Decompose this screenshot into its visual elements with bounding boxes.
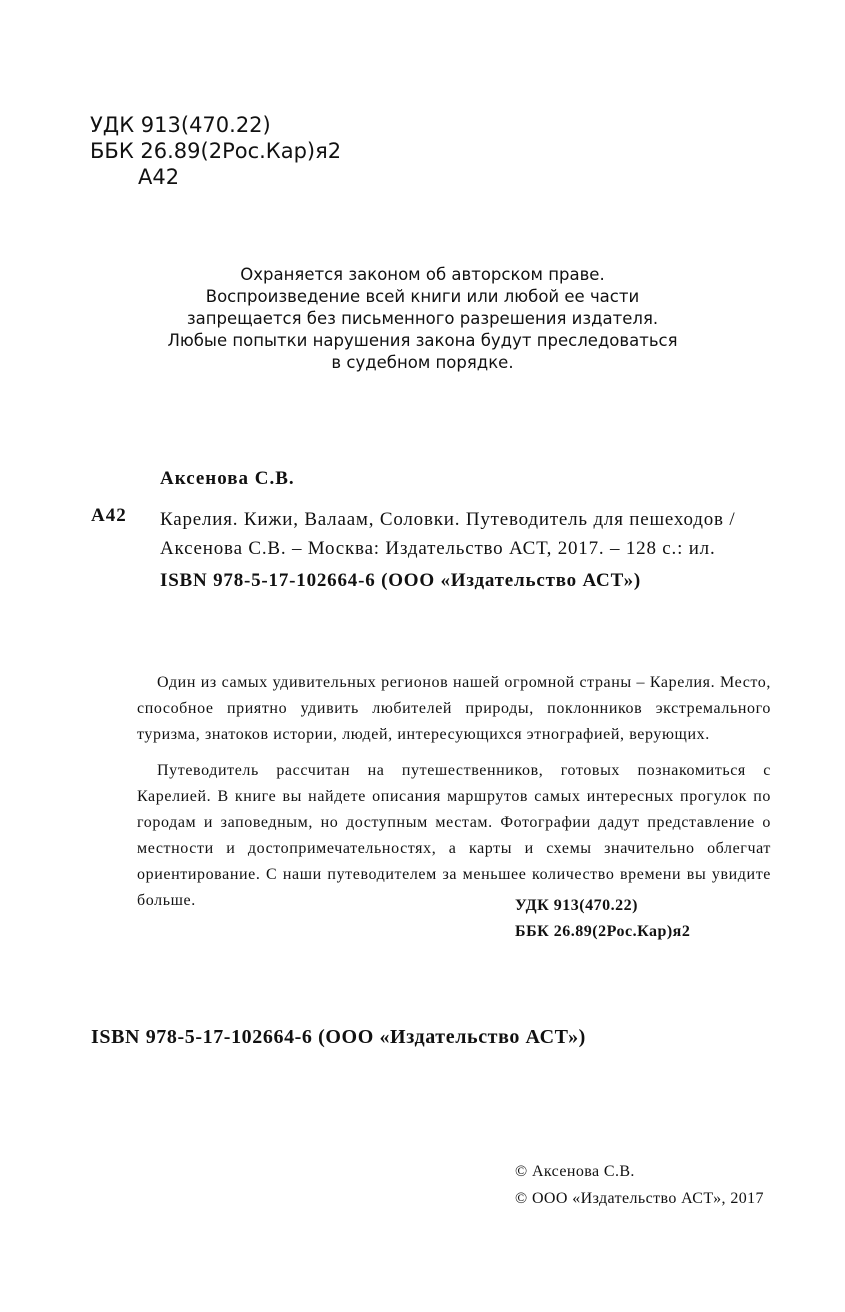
biblio-author: Аксенова С.В. [160,468,295,489]
bbk-code-top: ББК 26.89(2Рос.Кар)я2 [90,139,342,163]
top-codes-block [90,112,341,190]
legal-notice-line: Воспроизведение всей книги или любой ее части [205,287,640,306]
copyright-block [515,1158,764,1212]
copyright-publisher: © ООО «Издательство АСТ», 2017 [515,1190,764,1207]
legal-notice-block [0,264,845,374]
legal-notice-line: Любые попытки нарушения закона будут преследоваться [167,331,678,350]
copyright-author: © Аксенова С.В. [515,1163,635,1180]
biblio-isbn: ISBN 978-5-17-102664-6 (ООО «Издательство АСТ») [160,570,641,591]
legal-notice-line: запрещается без письменного разрешения издателя. [186,309,659,328]
isbn-footer: ISBN 978-5-17-102664-6 (ООО «Издательство АСТ») [91,1026,586,1048]
biblio-entry-line2: Аксенова С.В. – Москва: Издательство АСТ, 2017. – 128 с.: ил. [160,538,716,559]
annotation-paragraph-1: Один из самых удивительных регионов нашей огромной страны – Карелия. Место, способное приятно удивить любителей природы, поклонников экстремального туризма, знатоков истории, людей, интересующихся этнографией, верующих. [137,674,771,743]
annotation-paragraph-2: Путеводитель рассчитан на путешественников, готовых познакомиться с Карелией. В книге вы найдете описания маршрутов самых интересных прогулок по городам и заповедным, но доступным местам. Фотографии дадут представление о местности и достопримечательностях, а карты и схемы значительно облегчат ориентирование. С наши путеводителем за меньшее количество времени вы увидите больше. [137,762,771,909]
bbk-code-bottom: ББК 26.89(2Рос.Кар)я2 [515,923,691,940]
legal-notice-line: в судебном порядке. [331,353,514,372]
annotation-block [137,670,771,924]
udk-code-top: УДК 913(470.22) [90,113,271,137]
legal-notice-line: Охраняется законом об авторском праве. [240,265,605,284]
bottom-codes-block [515,893,690,945]
biblio-entry-line1: Карелия. Кижи, Валаам, Соловки. Путеводитель для пешеходов / [160,509,736,530]
author-sign-top: А42 [138,165,180,189]
author-sign-biblio: А42 [91,505,127,526]
biblio-entry [160,505,780,563]
udk-code-bottom: УДК 913(470.22) [515,897,638,914]
